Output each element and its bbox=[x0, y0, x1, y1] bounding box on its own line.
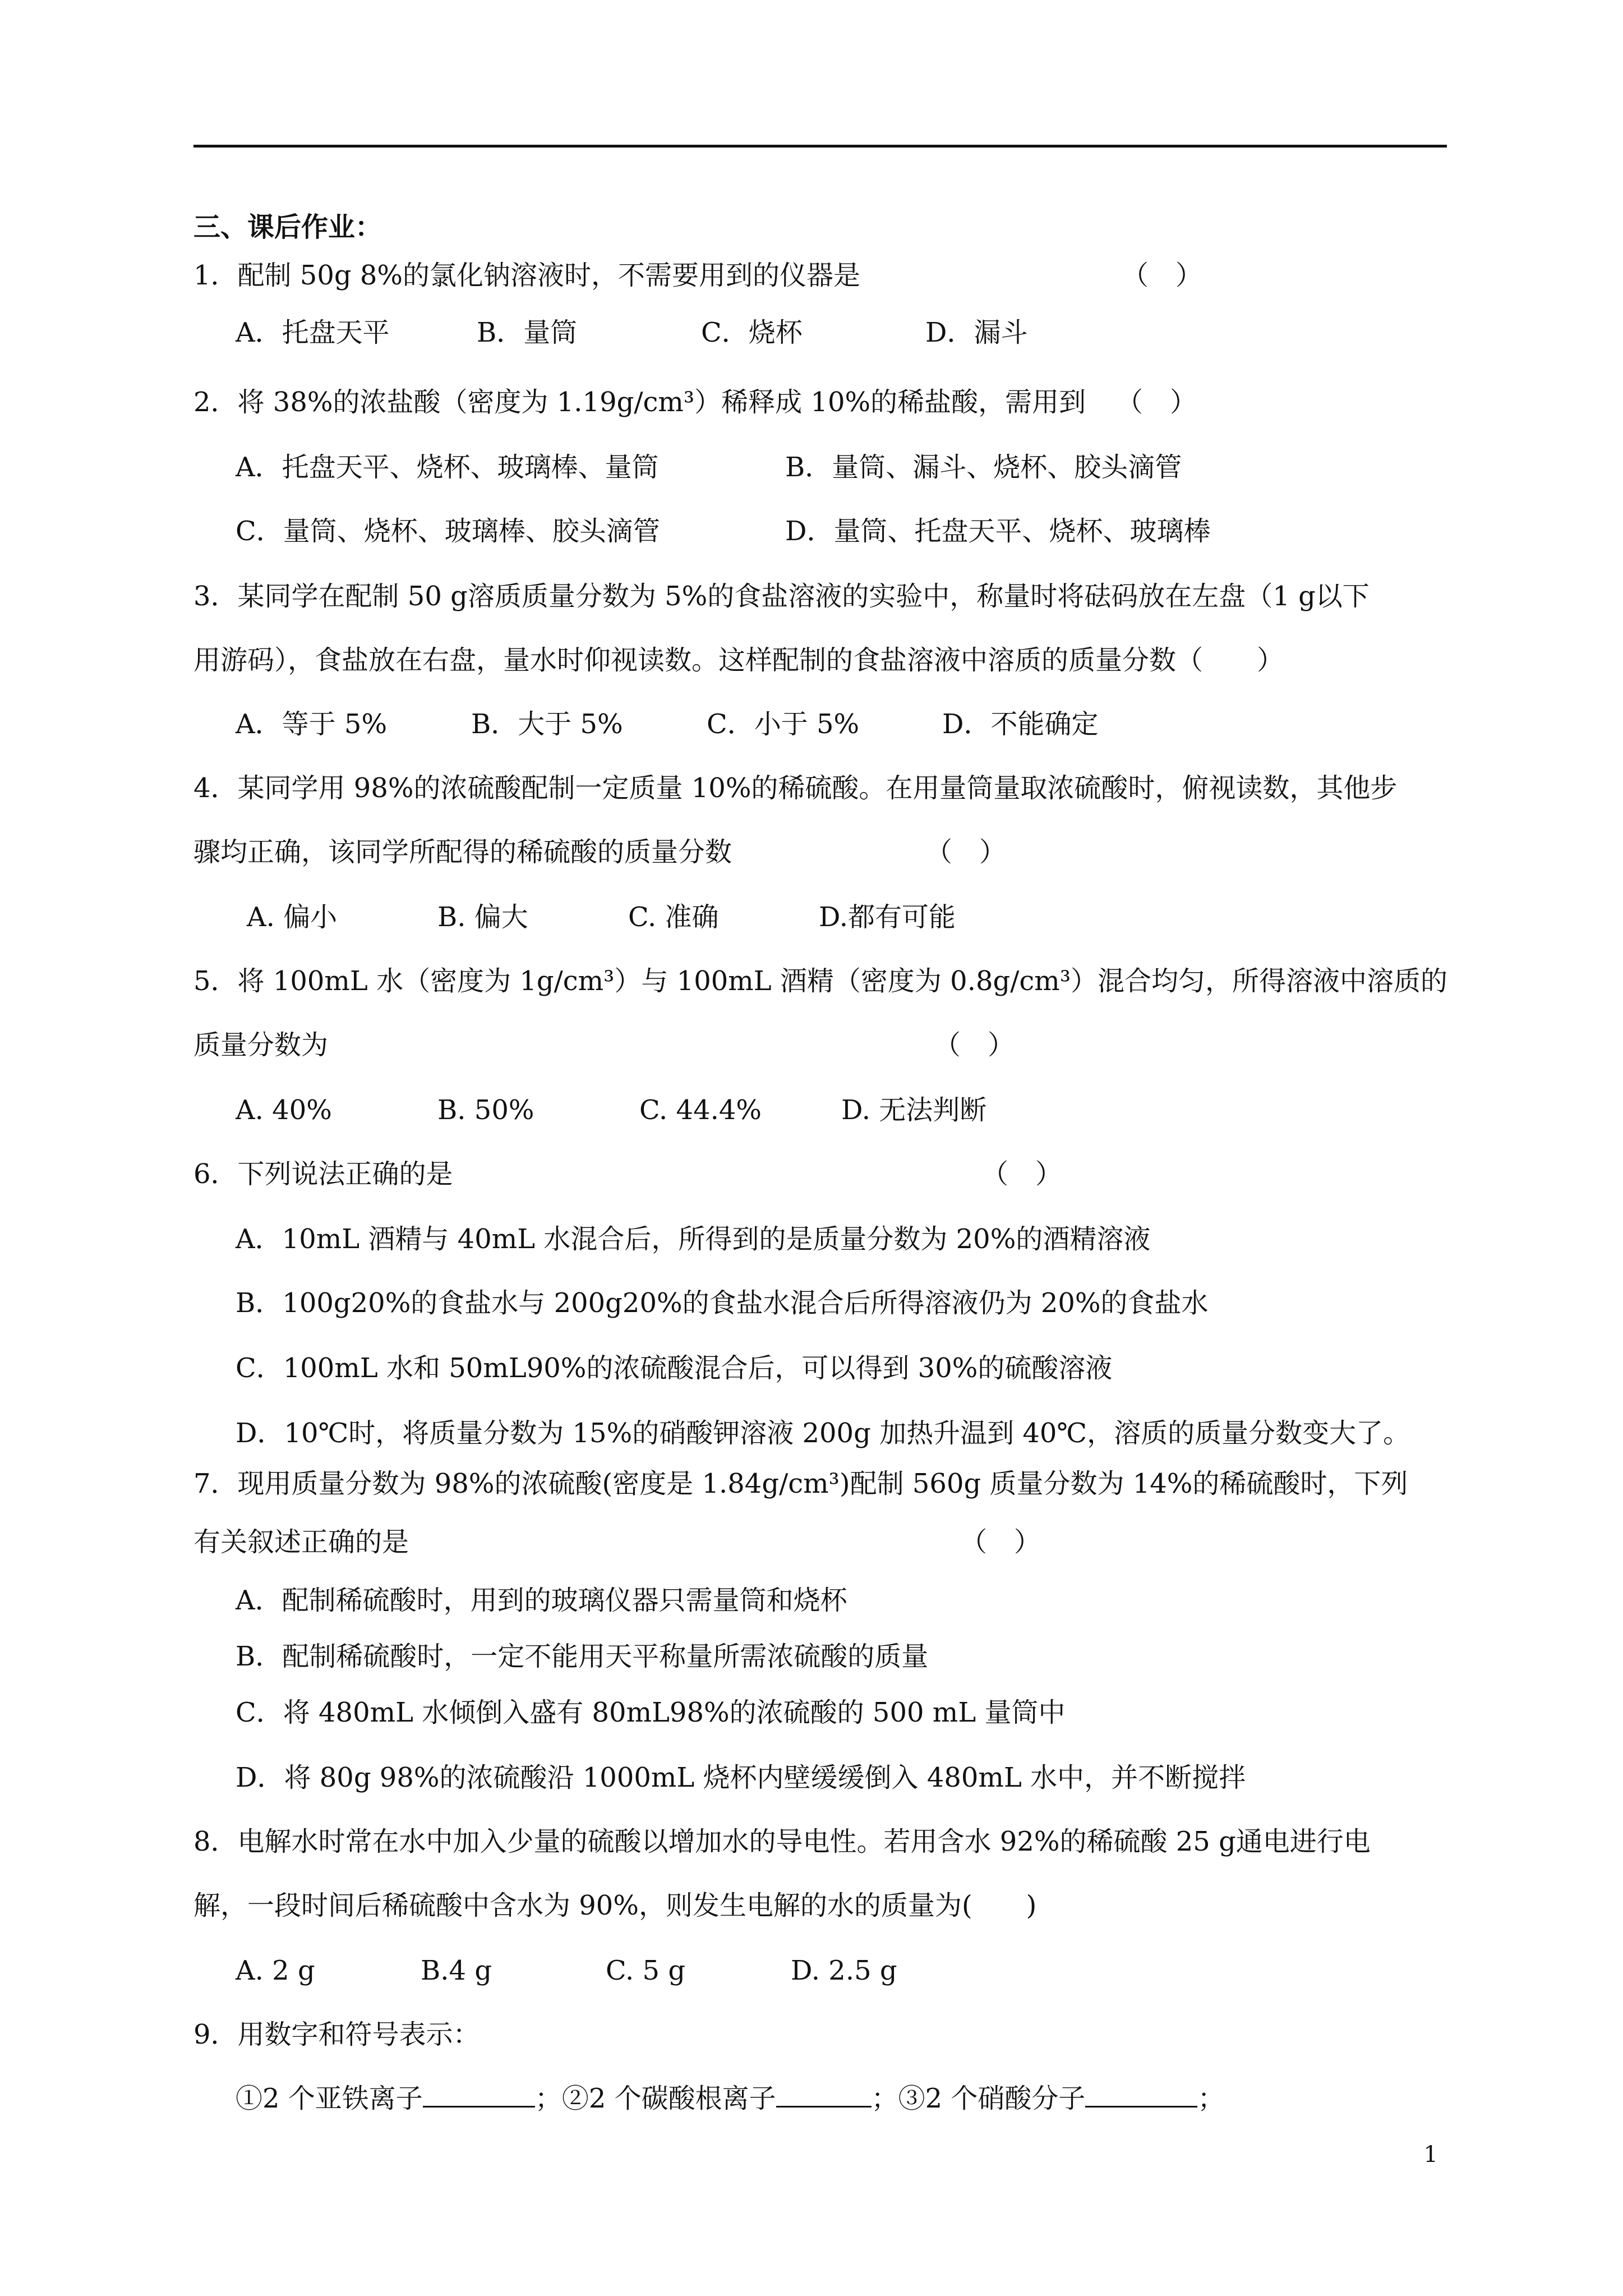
q9-blank-3[interactable] bbox=[1085, 2080, 1197, 2108]
q7-option-a[interactable]: A．配制稀硫酸时，用到的玻璃仪器只需量筒和烧杯 bbox=[236, 1585, 847, 1616]
q1-options bbox=[236, 314, 1028, 351]
q6-option-c[interactable]: C．100mL 水和 50mL90%的浓硫酸混合后，可以得到 30%的硫酸溶液 bbox=[236, 1352, 1113, 1384]
q6-option-b[interactable]: B．100g20%的食盐水与 200g20%的食盐水混合后所得溶液仍为 20%的食盐水 bbox=[236, 1287, 1209, 1319]
q5-options bbox=[236, 1092, 986, 1129]
q8-stem-line1: 8．电解水时常在水中加入少量的硫酸以增加水的导电性。若用含水 92%的稀硫酸 25 g通电进行电 bbox=[193, 1826, 1371, 1857]
q9-fill-row bbox=[236, 2080, 1224, 2117]
q9-stem: 9．用数字和符号表示： bbox=[193, 2019, 480, 2050]
q2-option-b[interactable]: B．量筒、漏斗、烧杯、胶头滴管 bbox=[785, 452, 1182, 483]
q8-option-a[interactable]: A. 2 g bbox=[236, 1955, 315, 1986]
q1-answer-paren[interactable]: （ ） bbox=[1122, 260, 1203, 291]
q6-option-a[interactable]: A．10mL 酒精与 40mL 水混合后，所得到的是质量分数为 20%的酒精溶液 bbox=[236, 1223, 1151, 1255]
q2-option-a[interactable]: A．托盘天平、烧杯、玻璃棒、量筒 bbox=[236, 452, 659, 483]
q9-fill-label-1: ①2 个亚铁离子 bbox=[236, 2083, 423, 2114]
q5-answer-paren[interactable]: （ ） bbox=[934, 1029, 1015, 1061]
q1-option-a[interactable]: A．托盘天平 bbox=[236, 317, 390, 348]
q2-options-row2 bbox=[236, 513, 1211, 550]
q5-stem-line2: 质量分数为 bbox=[193, 1029, 329, 1061]
q5-option-a[interactable]: A. 40% bbox=[236, 1094, 332, 1126]
q8-option-d[interactable]: D. 2.5 g bbox=[791, 1955, 897, 1986]
q9-blank-2[interactable] bbox=[776, 2080, 872, 2108]
q6-stem: 6．下列说法正确的是 bbox=[193, 1158, 453, 1190]
q4-option-c[interactable]: C. 准确 bbox=[628, 901, 719, 933]
q4-option-d[interactable]: D.都有可能 bbox=[819, 901, 956, 933]
q4-answer-paren[interactable]: （ ） bbox=[925, 836, 1007, 868]
q2-options-row1 bbox=[236, 449, 1182, 486]
q9-blank-1[interactable] bbox=[423, 2080, 535, 2108]
q6-answer-paren[interactable]: （ ） bbox=[981, 1158, 1063, 1190]
q2-stem: 2．将 38%的浓盐酸（密度为 1.19g/cm³）稀释成 10%的稀盐酸，需用到 bbox=[193, 386, 1086, 418]
q7-stem-line2: 有关叙述正确的是 bbox=[193, 1526, 409, 1558]
q2-option-d[interactable]: D．量筒、托盘天平、烧杯、玻璃棒 bbox=[785, 516, 1211, 547]
q3-option-b[interactable]: B．大于 5% bbox=[471, 708, 623, 740]
q1-stem: 1．配制 50g 8%的氯化钠溶液时，不需要用到的仪器是 bbox=[193, 260, 861, 291]
q7-stem-line1: 7．现用质量分数为 98%的浓硫酸(密度是 1.84g/cm³)配制 560g 质量分数为 14%的稀硫酸时，下列 bbox=[193, 1468, 1408, 1499]
q1-option-d[interactable]: D．漏斗 bbox=[925, 317, 1028, 348]
q9-fill-label-3: ；③2 个硝酸分子 bbox=[871, 2083, 1086, 2114]
q7-answer-paren[interactable]: （ ） bbox=[960, 1526, 1041, 1558]
q1-option-b[interactable]: B．量筒 bbox=[477, 317, 578, 348]
q3-stem-line1: 3．某同学在配制 50 g溶质质量分数为 5%的食盐溶液的实验中，称量时将砝码放在左盘（1 g以下 bbox=[193, 581, 1370, 612]
q5-option-c[interactable]: C. 44.4% bbox=[639, 1094, 762, 1126]
q5-option-b[interactable]: B. 50% bbox=[437, 1094, 534, 1126]
q3-option-d[interactable]: D．不能确定 bbox=[942, 708, 1099, 740]
q8-option-c[interactable]: C. 5 g bbox=[606, 1955, 686, 1986]
q2-option-c[interactable]: C．量筒、烧杯、玻璃棒、胶头滴管 bbox=[236, 516, 660, 547]
q7-option-b[interactable]: B．配制稀硫酸时，一定不能用天平称量所需浓硫酸的质量 bbox=[236, 1641, 929, 1672]
page-number: 1 bbox=[1423, 2142, 1438, 2168]
header-rule bbox=[193, 145, 1447, 148]
q4-stem-line2: 骤均正确，该同学所配得的稀硫酸的质量分数 bbox=[193, 836, 732, 868]
q8-option-b[interactable]: B.4 g bbox=[421, 1955, 492, 1986]
q3-option-c[interactable]: C．小于 5% bbox=[707, 708, 860, 740]
q4-option-a[interactable]: A. 偏小 bbox=[247, 901, 338, 933]
q2-answer-paren[interactable]: （ ） bbox=[1116, 386, 1197, 418]
q9-fill-label-2: ；②2 个碳酸根离子 bbox=[534, 2083, 776, 2114]
q4-options bbox=[247, 899, 956, 936]
q3-stem-line2: 用游码），食盐放在右盘，量水时仰视读数。这样配制的食盐溶液中溶质的质量分数（ ） bbox=[193, 645, 1284, 676]
q8-stem-line2: 解，一段时间后稀硫酸中含水为 90%，则发生电解的水的质量为( ) bbox=[193, 1890, 1037, 1921]
q3-options bbox=[236, 706, 1099, 743]
q8-options bbox=[236, 1952, 897, 1989]
q4-option-b[interactable]: B. 偏大 bbox=[437, 901, 528, 933]
q1-option-c[interactable]: C．烧杯 bbox=[701, 317, 803, 348]
q4-stem-line1: 4．某同学用 98%的浓硫酸配制一定质量 10%的稀硫酸。在用量筒量取浓硫酸时，俯视读数，其他步 bbox=[193, 772, 1398, 804]
q6-option-d[interactable]: D．10℃时，将质量分数为 15%的硝酸钾溶液 200g 加热升温到 40℃，溶质的质量分数变大了。 bbox=[236, 1418, 1410, 1449]
q9-fill-label-4: ； bbox=[1197, 2083, 1225, 2114]
section-title: 三、课后作业： bbox=[193, 211, 382, 243]
q7-option-c[interactable]: C．将 480mL 水倾倒入盛有 80mL98%的浓硫酸的 500 mL 量筒中 bbox=[236, 1697, 1066, 1728]
q7-option-d[interactable]: D．将 80g 98%的浓硫酸沿 1000mL 烧杯内壁缓缓倒入 480mL 水中，并不断搅拌 bbox=[236, 1762, 1246, 1793]
q5-stem-line1: 5．将 100mL 水（密度为 1g/cm³）与 100mL 酒精（密度为 0.8g/cm³）混合均匀，所得溶液中溶质的 bbox=[193, 965, 1448, 997]
q3-option-a[interactable]: A．等于 5% bbox=[236, 708, 388, 740]
q5-option-d[interactable]: D. 无法判断 bbox=[841, 1094, 987, 1126]
